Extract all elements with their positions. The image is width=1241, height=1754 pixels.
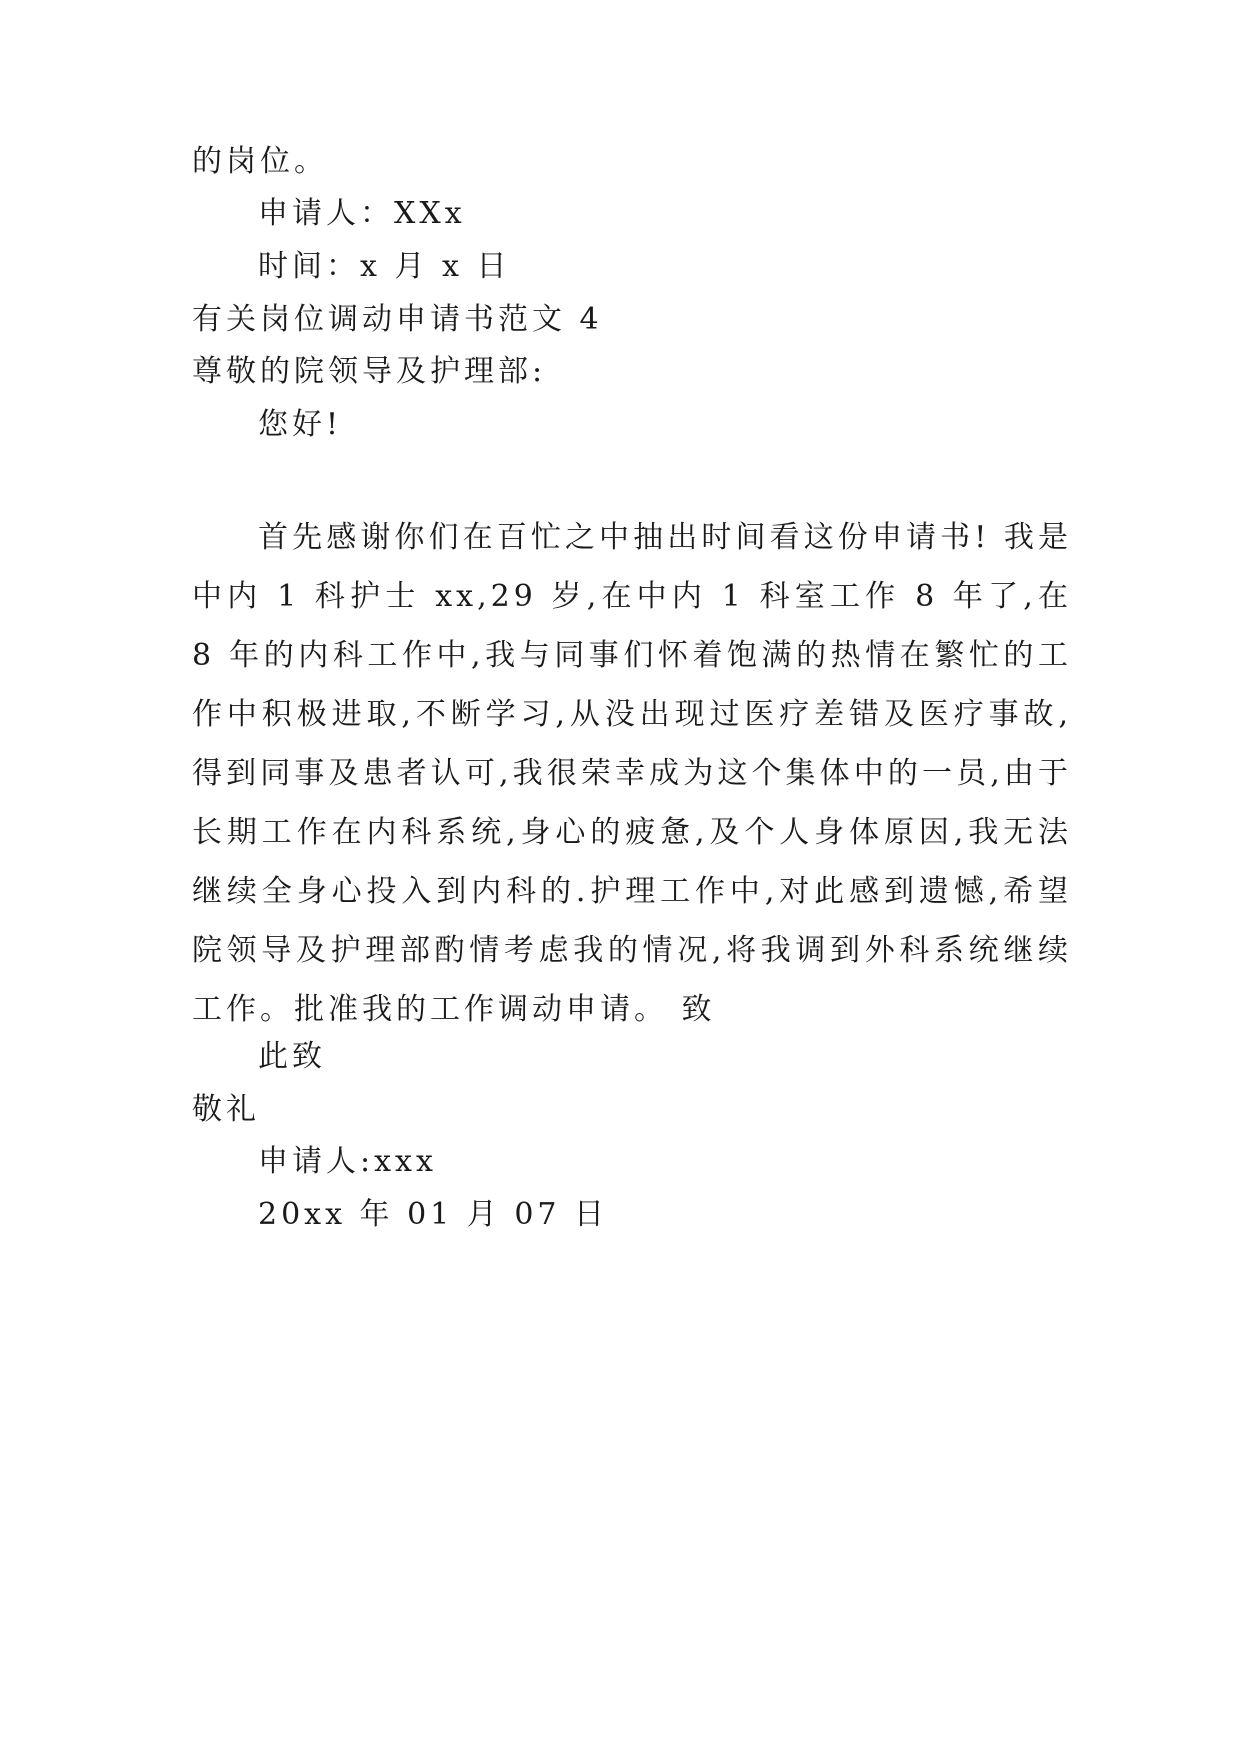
prev-applicant-line: 申请人：XXx — [258, 196, 466, 231]
section-title: 有关岗位调动申请书范文 4 — [192, 302, 603, 337]
closing-ci-zhi: 此致 — [258, 1039, 326, 1074]
prev-time-line: 时间：x 月 x 日 — [258, 249, 511, 284]
greeting: 您好! — [258, 407, 343, 442]
salutation: 尊敬的院领导及护理部: — [192, 354, 547, 389]
continuation-text: 的岗位。 — [192, 144, 328, 179]
signature-line: 申请人:xxx — [258, 1144, 437, 1179]
closing-jing-li: 敬礼 — [192, 1092, 260, 1127]
date-line: 20xx 年 01 月 07 日 — [258, 1197, 609, 1232]
body-paragraph: 首先感谢你们在百忙之中抽出时间看这份申请书! 我是中内 1 科护士 xx,29 岁,在中内 1 科室工作 8 年了,在 8 年的内科工作中,我与同事们怀着饱满的热情在繁忙的工作中积极进取,不断学习,从没出现过医疗差错及医疗事故,得到同事及患者认可,我很荣幸成为这个集体中的一员,由于长期工作在内科系统,身心的疲惫,及个人身体原因,我无法继续全身心投入到内科的.护理工作中,对此感到遗憾,希望院领导及护理部酌情考虑我的情况,将我调到外科系统继续工作。批准我的工作调动申请。 致 — [192, 520, 1072, 1027]
